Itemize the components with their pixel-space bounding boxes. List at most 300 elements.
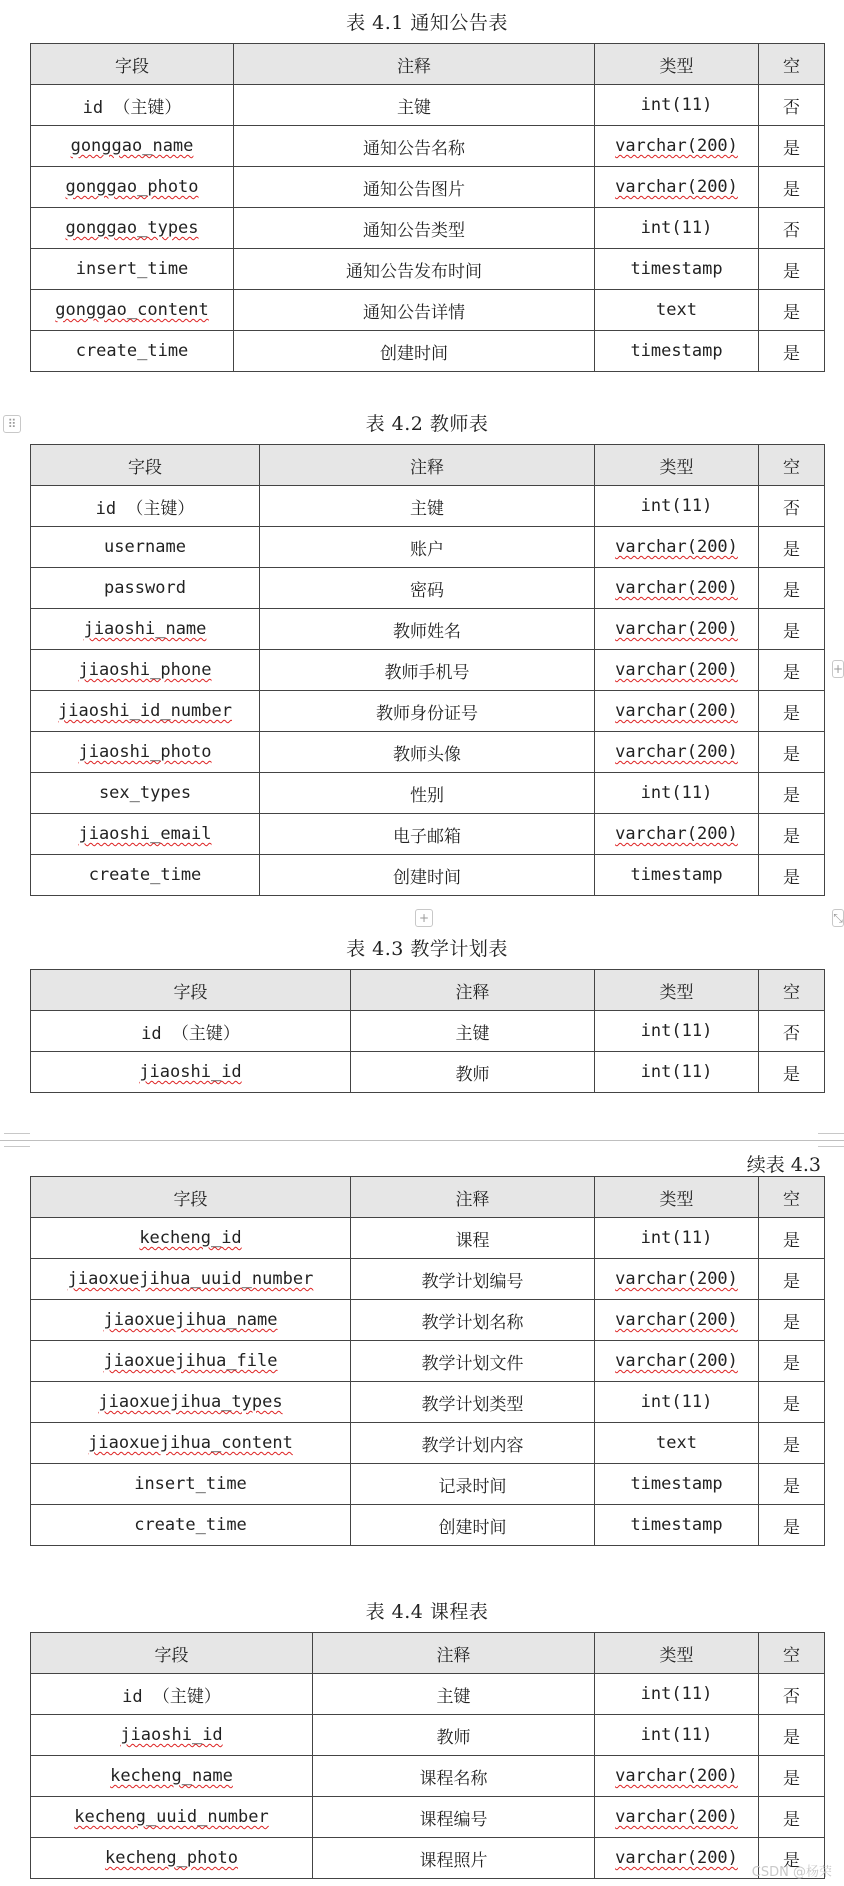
cell-nullable-text: 是	[783, 1768, 800, 1789]
cell-field-text: jiaoshi_id	[120, 1725, 223, 1745]
cell-field	[31, 1382, 351, 1423]
column-header-nullable: 空	[759, 1177, 825, 1218]
column-header-type: 类型	[595, 1633, 759, 1674]
cell-comment-text: 密码	[410, 580, 444, 601]
cell-type	[595, 1423, 759, 1464]
cell-nullable-text: 是	[783, 621, 800, 642]
cell-type	[595, 527, 759, 568]
cell-nullable	[759, 208, 825, 249]
cell-comment-text: 账户	[410, 539, 444, 560]
cell-comment-text: 通知公告发布时间	[346, 261, 482, 282]
cell-type-text: int(11)	[640, 1725, 713, 1745]
cell-field-text: insert_time	[75, 259, 189, 279]
table-caption-4-2: 表 4.2 教师表	[365, 413, 489, 435]
cell-field-text: id （主键）	[82, 97, 182, 118]
cell-field-text: gonggao_content	[55, 300, 209, 320]
drag-handle-icon[interactable]: ⠿	[3, 415, 21, 433]
cell-comment	[234, 331, 595, 372]
cell-comment-text: 通知公告详情	[363, 302, 465, 323]
cell-comment-text: 教学计划名称	[421, 1312, 524, 1333]
cell-nullable-text: 否	[783, 97, 800, 118]
cell-field	[31, 1674, 313, 1715]
table-row	[31, 1715, 825, 1756]
cell-nullable	[759, 1052, 825, 1093]
cell-field	[31, 1259, 351, 1300]
cell-field	[31, 1423, 351, 1464]
cell-type	[595, 1259, 759, 1300]
cell-type-text: int(11)	[640, 496, 713, 516]
table-caption-4-3: 表 4.3 教学计划表	[346, 938, 508, 960]
cell-nullable-text: 是	[783, 1064, 800, 1085]
cell-comment-text: 教师姓名	[393, 621, 461, 642]
cell-type	[595, 650, 759, 691]
cell-type-text: timestamp	[630, 259, 723, 279]
cell-type-text: varchar(200)	[615, 1848, 738, 1868]
column-header-type: 类型	[595, 44, 759, 85]
cell-comment	[234, 208, 595, 249]
cell-comment	[260, 609, 595, 650]
cell-comment	[351, 1505, 595, 1546]
cell-nullable-text: 是	[783, 179, 800, 200]
table-row	[31, 1341, 825, 1382]
cell-nullable	[759, 1464, 825, 1505]
table-jiaoxuejihua	[30, 969, 825, 1093]
cell-comment	[313, 1797, 595, 1838]
cell-nullable-text: 是	[783, 1394, 800, 1415]
table-gonggao	[30, 43, 825, 372]
cell-comment	[351, 1341, 595, 1382]
column-header-type: 类型	[595, 970, 759, 1011]
cell-field-text: jiaoshi_name	[83, 619, 207, 639]
cell-type-text: text	[656, 1433, 697, 1453]
cell-nullable-text: 是	[783, 785, 800, 806]
cell-field-text: kecheng_id	[139, 1228, 242, 1248]
cell-type-text: timestamp	[630, 1474, 723, 1494]
cell-field	[31, 331, 234, 372]
cell-nullable-text: 是	[783, 1517, 800, 1538]
cell-comment-text: 教师手机号	[384, 662, 470, 683]
cell-nullable	[759, 609, 825, 650]
cell-field-text: jiaoxuejihua_name	[103, 1310, 278, 1330]
cell-comment	[351, 1259, 595, 1300]
cell-field	[31, 1464, 351, 1505]
cell-comment	[260, 650, 595, 691]
cell-type	[595, 773, 759, 814]
cell-field-text: gonggao_name	[70, 136, 194, 156]
cell-field	[31, 609, 260, 650]
cell-comment	[351, 1300, 595, 1341]
cell-field-text: kecheng_uuid_number	[74, 1807, 269, 1827]
cell-field	[31, 650, 260, 691]
column-header-nullable: 空	[759, 1633, 825, 1674]
cell-nullable-text: 是	[783, 261, 800, 282]
table-row	[31, 1797, 825, 1838]
cell-nullable-text: 是	[783, 1353, 800, 1374]
cell-field	[31, 1011, 351, 1052]
cell-field	[31, 773, 260, 814]
cell-field-text: jiaoshi_phone	[78, 660, 212, 680]
cell-field	[31, 568, 260, 609]
cell-nullable	[759, 249, 825, 290]
cell-nullable	[759, 486, 825, 527]
cell-comment	[234, 126, 595, 167]
cell-type-text: int(11)	[640, 783, 713, 803]
table-row	[31, 1052, 825, 1093]
cell-comment-text: 课程照片	[419, 1850, 488, 1871]
cell-type	[595, 126, 759, 167]
cell-nullable	[759, 691, 825, 732]
column-header-comment: 注释	[313, 1633, 595, 1674]
table-row	[31, 855, 825, 896]
cell-comment	[234, 85, 595, 126]
table-row	[31, 1423, 825, 1464]
table-caption-continued-4-3: 续表 4.3	[746, 1154, 821, 1176]
cell-comment	[313, 1756, 595, 1797]
cell-nullable	[759, 732, 825, 773]
cell-type-text: varchar(200)	[615, 136, 738, 156]
cell-field	[31, 814, 260, 855]
page-break	[0, 1133, 844, 1147]
cell-type-text: varchar(200)	[615, 660, 738, 680]
cell-type-text: varchar(200)	[615, 1269, 738, 1289]
cell-nullable-text: 否	[783, 498, 800, 519]
column-header-nullable: 空	[759, 44, 825, 85]
cell-nullable	[759, 1715, 825, 1756]
cell-nullable-text: 是	[783, 1230, 800, 1251]
cell-comment	[313, 1674, 595, 1715]
cell-nullable	[759, 1382, 825, 1423]
table-jiaoxuejihua-continued	[30, 1176, 825, 1546]
cell-field-text: username	[104, 537, 186, 557]
cell-type-text: varchar(200)	[615, 824, 738, 844]
cell-field-text: id （主键）	[141, 1023, 240, 1044]
cell-field-text: id （主键）	[95, 498, 195, 519]
cell-comment	[351, 1218, 595, 1259]
cell-field	[31, 1838, 313, 1879]
cell-comment-text: 创建时间	[438, 1517, 507, 1538]
table-caption-4-4: 表 4.4 课程表	[365, 1601, 489, 1623]
column-header-field: 字段	[31, 44, 234, 85]
table-row	[31, 85, 825, 126]
cell-comment	[351, 1464, 595, 1505]
cell-type	[595, 1797, 759, 1838]
add-row-icon[interactable]: +	[415, 909, 433, 927]
cell-nullable	[759, 1218, 825, 1259]
cell-field	[31, 1756, 313, 1797]
cell-comment-text: 教学计划内容	[421, 1435, 524, 1456]
cell-field-text: password	[104, 578, 186, 598]
cell-comment-text: 主键	[397, 97, 431, 118]
cell-comment	[351, 1052, 595, 1093]
table-row	[31, 1838, 825, 1879]
cell-type	[595, 1505, 759, 1546]
cell-type-text: timestamp	[630, 341, 723, 361]
cell-nullable-text: 是	[783, 826, 800, 847]
cell-nullable-text: 是	[783, 580, 800, 601]
cell-field	[31, 290, 234, 331]
cell-field-text: jiaoshi_email	[78, 824, 212, 844]
cell-comment	[260, 773, 595, 814]
table-row	[31, 1259, 825, 1300]
cell-nullable-text: 否	[783, 1686, 800, 1707]
cell-nullable	[759, 126, 825, 167]
cell-field-text: create_time	[134, 1515, 247, 1535]
table-row	[31, 1674, 825, 1715]
cell-type-text: varchar(200)	[615, 578, 738, 598]
column-header-field: 字段	[31, 970, 351, 1011]
cell-nullable	[759, 331, 825, 372]
cell-comment-text: 教学计划编号	[421, 1271, 524, 1292]
cell-nullable	[759, 814, 825, 855]
cell-field-text: create_time	[75, 341, 189, 361]
cell-nullable	[759, 773, 825, 814]
cell-type-text: varchar(200)	[615, 1766, 738, 1786]
cell-comment	[260, 732, 595, 773]
table-row	[31, 609, 825, 650]
cell-type-text: int(11)	[640, 1062, 713, 1082]
cell-type-text: int(11)	[640, 1228, 713, 1248]
cell-field	[31, 208, 234, 249]
cell-field-text: create_time	[88, 865, 202, 885]
table-row	[31, 650, 825, 691]
cell-type-text: int(11)	[640, 218, 713, 238]
cell-type	[595, 167, 759, 208]
cell-comment	[260, 568, 595, 609]
cell-nullable-text: 是	[783, 539, 800, 560]
column-header-field: 字段	[31, 1177, 351, 1218]
cell-nullable-text: 是	[783, 1850, 800, 1871]
cell-nullable-text: 是	[783, 343, 800, 364]
cell-nullable	[759, 527, 825, 568]
table-row	[31, 331, 825, 372]
cell-comment-text: 主键	[436, 1686, 471, 1707]
cell-field-text: jiaoxuejihua_uuid_number	[67, 1269, 314, 1289]
cell-nullable-text: 是	[783, 302, 800, 323]
cell-type-text: timestamp	[630, 1515, 723, 1535]
cell-comment-text: 教师身份证号	[376, 703, 478, 724]
cell-comment	[313, 1715, 595, 1756]
cell-nullable	[759, 85, 825, 126]
cell-comment	[260, 855, 595, 896]
cell-field-text: jiaoxuejihua_content	[88, 1433, 293, 1453]
cell-comment	[351, 1011, 595, 1052]
column-header-comment: 注释	[260, 445, 595, 486]
cell-type	[595, 249, 759, 290]
cell-field-text: kecheng_name	[110, 1766, 233, 1786]
cell-field	[31, 1218, 351, 1259]
cell-nullable	[759, 568, 825, 609]
cell-field	[31, 85, 234, 126]
column-header-nullable: 空	[759, 445, 825, 486]
cell-nullable	[759, 290, 825, 331]
cell-comment-text: 通知公告图片	[363, 179, 465, 200]
cell-comment-text: 电子邮箱	[393, 826, 461, 847]
cell-comment	[260, 814, 595, 855]
cell-nullable-text: 是	[783, 138, 800, 159]
table-row	[31, 290, 825, 331]
cell-nullable	[759, 1300, 825, 1341]
cell-type	[595, 486, 759, 527]
cell-field-text: jiaoshi_id	[139, 1062, 242, 1082]
cell-comment-text: 记录时间	[438, 1476, 507, 1497]
cell-comment-text: 创建时间	[380, 343, 448, 364]
table-row	[31, 249, 825, 290]
cell-type	[595, 1715, 759, 1756]
cell-type	[595, 1464, 759, 1505]
cell-field	[31, 1052, 351, 1093]
cell-comment-text: 主键	[410, 498, 444, 519]
table-row	[31, 527, 825, 568]
table-row	[31, 1505, 825, 1546]
cell-type	[595, 1382, 759, 1423]
cell-nullable	[759, 1674, 825, 1715]
cell-type	[595, 208, 759, 249]
table-row	[31, 773, 825, 814]
cell-type	[595, 331, 759, 372]
cell-nullable	[759, 1505, 825, 1546]
cell-comment	[260, 486, 595, 527]
cell-field	[31, 486, 260, 527]
table-row	[31, 208, 825, 249]
cell-type	[595, 1756, 759, 1797]
cell-field-text: insert_time	[134, 1474, 247, 1494]
table-kecheng	[30, 1632, 825, 1879]
cell-nullable	[759, 1341, 825, 1382]
cell-nullable	[759, 1797, 825, 1838]
cell-field	[31, 732, 260, 773]
cell-type	[595, 1300, 759, 1341]
cell-comment-text: 教学计划类型	[421, 1394, 524, 1415]
cell-field	[31, 527, 260, 568]
cell-comment	[260, 691, 595, 732]
cell-comment-text: 通知公告名称	[363, 138, 465, 159]
cell-field	[31, 1715, 313, 1756]
table-row	[31, 1300, 825, 1341]
cell-type	[595, 568, 759, 609]
cell-comment-text: 课程名称	[419, 1768, 488, 1789]
add-column-icon[interactable]: +	[833, 662, 844, 676]
cell-field-text: gonggao_types	[65, 218, 199, 238]
cell-nullable-text: 是	[783, 1271, 800, 1292]
cell-nullable-text: 是	[783, 1435, 800, 1456]
cell-type	[595, 1011, 759, 1052]
column-header-type: 类型	[595, 1177, 759, 1218]
cell-nullable-text: 否	[783, 220, 800, 241]
cell-field-text: jiaoxuejihua_file	[103, 1351, 278, 1371]
cell-type-text: timestamp	[630, 865, 723, 885]
cell-nullable-text: 是	[783, 703, 800, 724]
cell-comment-text: 课程编号	[419, 1809, 488, 1830]
cell-field	[31, 855, 260, 896]
column-header-comment: 注释	[351, 970, 595, 1011]
cell-nullable	[759, 167, 825, 208]
cell-type	[595, 732, 759, 773]
table-row	[31, 1382, 825, 1423]
cell-comment-text: 教师	[455, 1064, 490, 1085]
cell-nullable-text: 是	[783, 744, 800, 765]
cell-nullable-text: 是	[783, 1727, 800, 1748]
cell-type	[595, 290, 759, 331]
table-row	[31, 1756, 825, 1797]
column-header-comment: 注释	[351, 1177, 595, 1218]
cell-type-text: varchar(200)	[615, 619, 738, 639]
cell-comment	[260, 527, 595, 568]
cell-field	[31, 1341, 351, 1382]
table-row	[31, 691, 825, 732]
cell-type-text: int(11)	[640, 1392, 713, 1412]
table-row	[31, 126, 825, 167]
cell-nullable	[759, 650, 825, 691]
column-header-type: 类型	[595, 445, 759, 486]
cell-type	[595, 1838, 759, 1879]
cell-type	[595, 85, 759, 126]
cell-type-text: int(11)	[640, 95, 713, 115]
cell-field	[31, 249, 234, 290]
table-row	[31, 167, 825, 208]
resize-table-icon[interactable]: ⤡	[833, 911, 843, 925]
cell-nullable-text: 是	[783, 1312, 800, 1333]
cell-comment-text: 通知公告类型	[363, 220, 465, 241]
cell-field-text: jiaoxuejihua_types	[98, 1392, 283, 1412]
table-caption-4-1: 表 4.1 通知公告表	[346, 12, 508, 34]
cell-type-text: varchar(200)	[615, 177, 738, 197]
cell-nullable-text: 否	[783, 1023, 800, 1044]
column-header-field: 字段	[31, 1633, 313, 1674]
column-header-field: 字段	[31, 445, 260, 486]
cell-field	[31, 1505, 351, 1546]
cell-field	[31, 1300, 351, 1341]
cell-nullable-text: 是	[783, 1809, 800, 1830]
column-header-comment: 注释	[234, 44, 595, 85]
watermark: CSDN @杨荣	[751, 1865, 832, 1880]
cell-comment-text: 主键	[455, 1023, 490, 1044]
cell-type	[595, 1674, 759, 1715]
cell-type-text: text	[656, 300, 697, 320]
table-row	[31, 1464, 825, 1505]
cell-nullable	[759, 1011, 825, 1052]
cell-comment-text: 性别	[410, 785, 444, 806]
cell-comment-text: 教学计划文件	[421, 1353, 524, 1374]
cell-nullable-text: 是	[783, 867, 800, 888]
cell-type	[595, 1341, 759, 1382]
cell-type	[595, 691, 759, 732]
cell-comment-text: 教师头像	[393, 744, 461, 765]
cell-type-text: varchar(200)	[615, 1310, 738, 1330]
cell-field-text: id （主键）	[122, 1686, 221, 1707]
cell-type	[595, 814, 759, 855]
cell-comment-text: 课程	[455, 1230, 490, 1251]
cell-field	[31, 167, 234, 208]
cell-comment	[313, 1838, 595, 1879]
cell-comment	[234, 290, 595, 331]
table-row	[31, 814, 825, 855]
cell-nullable	[759, 1756, 825, 1797]
cell-comment	[351, 1423, 595, 1464]
cell-type	[595, 1218, 759, 1259]
cell-comment	[234, 167, 595, 208]
cell-field	[31, 1797, 313, 1838]
cell-type-text: varchar(200)	[615, 537, 738, 557]
table-row	[31, 568, 825, 609]
column-header-nullable: 空	[759, 970, 825, 1011]
cell-field-text: gonggao_photo	[65, 177, 199, 197]
cell-comment-text: 教师	[436, 1727, 471, 1748]
cell-type-text: varchar(200)	[615, 1807, 738, 1827]
cell-nullable	[759, 855, 825, 896]
cell-type-text: int(11)	[640, 1684, 713, 1704]
cell-type-text: varchar(200)	[615, 742, 738, 762]
cell-nullable	[759, 1423, 825, 1464]
